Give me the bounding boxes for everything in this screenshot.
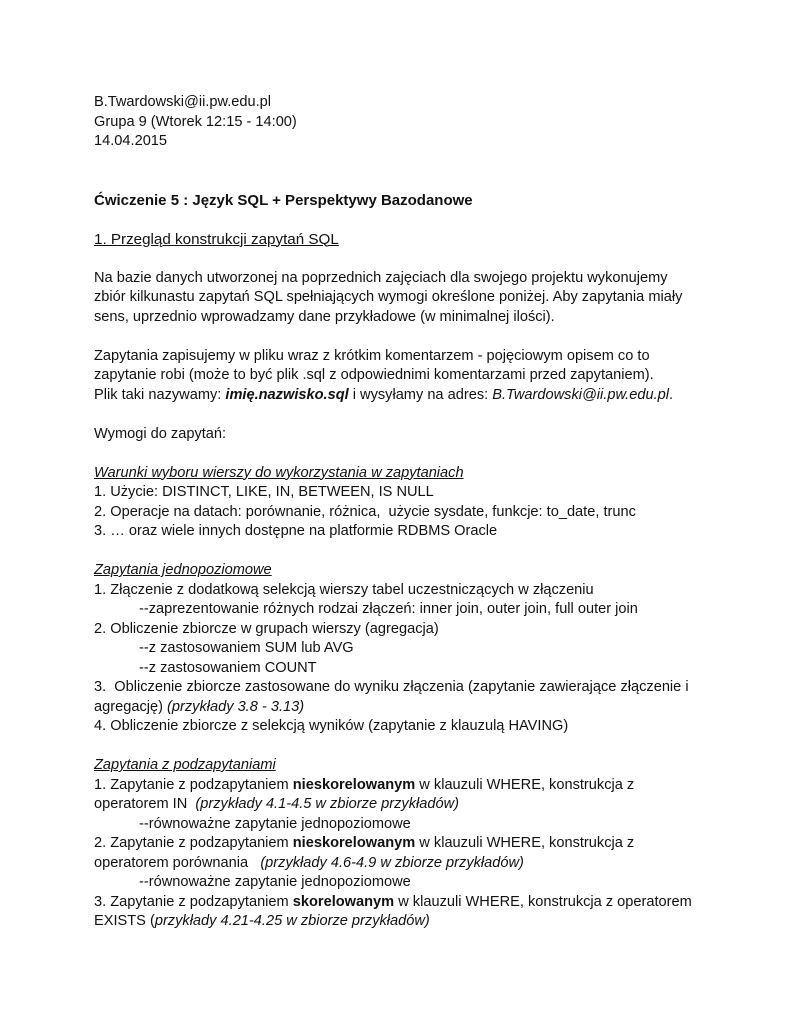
intro-line-3: sens, uprzednio wprowadzamy dane przykładowe (w minimalnej ilości). — [94, 308, 555, 325]
example-ref: (przykłady 3.8 - 3.13) — [167, 698, 305, 715]
keyword: skorelowanym — [292, 893, 395, 910]
keyword: nieskorelowanym — [292, 835, 416, 851]
single-level-heading: Zapytania jednopoziomowe — [94, 562, 272, 578]
conditions-heading: Warunki wyboru wierszy do wykorzystania w zapytaniach — [94, 464, 464, 481]
item-text: w klauzuli WHERE, konstrukcja z operatorem — [394, 893, 692, 910]
single-item-2-sub: --z zastosowaniem COUNT — [139, 659, 317, 676]
save-text: Plik taki nazywamy: — [94, 386, 226, 403]
subquery-item-1 — [94, 776, 734, 796]
group-info: Grupa 9 (Wtorek 12:15 - 14:00) — [94, 113, 297, 130]
example-ref: (przykłady 4.6-4.9 w zbiorze przykładów) — [260, 854, 524, 871]
condition-item: 1. Użycie: DISTINCT, LIKE, IN, BETWEEN, IS NULL — [94, 484, 434, 500]
submission-email: B.Twardowski@ii.pw.edu.pl — [492, 386, 669, 403]
save-text: . — [669, 386, 674, 403]
item-text: w klauzuli WHERE, konstrukcja z — [415, 835, 635, 851]
save-line-2: zapytanie robi (może to być plik .sql z odpowiednimi komentarzami przed zapytaniem). — [94, 367, 654, 383]
example-ref: przykłady 4.21-4.25 w zbiorze przykładów) — [154, 913, 430, 929]
save-text: i wysyłamy na adres: — [348, 386, 493, 403]
item-text: operatorem IN — [94, 796, 196, 812]
subquery-item-3 — [94, 893, 734, 913]
item-text: EXISTS ( — [94, 913, 155, 929]
item-text: w klauzuli WHERE, konstrukcja z — [415, 776, 635, 793]
subquery-item-2-sub: --równoważne zapytanie jednopoziomowe — [139, 874, 411, 890]
subquery-item-2 — [94, 834, 734, 854]
condition-item: 2. Operacje na datach: porównanie, różnica, użycie sysdate, funkcje: to_date, trunc — [94, 503, 636, 520]
save-line-1: Zapytania zapisujemy w pliku wraz z krótkim komentarzem - pojęciowym opisem co to — [94, 347, 650, 364]
item-text: agregację) — [94, 698, 168, 715]
subquery-item-1-sub: --równoważne zapytanie jednopoziomowe — [139, 815, 411, 832]
subquery-item-1-cont — [94, 795, 734, 815]
single-item-2: 2. Obliczenie zbiorcze w grupach wierszy (agregacja) — [94, 620, 439, 637]
author-email: B.Twardowski@ii.pw.edu.pl — [94, 94, 272, 110]
example-ref: (przykłady 4.1-4.5 w zbiorze przykładów) — [195, 796, 459, 812]
file-name: imię.nazwisko.sql — [225, 386, 349, 403]
single-item-4: 4. Obliczenie zbiorcze z selekcją wyników (zapytanie z klauzulą HAVING) — [94, 718, 569, 734]
subquery-heading: Zapytania z podzapytaniami — [94, 757, 276, 773]
requirements-label: Wymogi do zapytań: — [94, 425, 227, 442]
exercise-title: Ćwiczenie 5 : Język SQL + Perspektywy Bazodanowe — [94, 191, 473, 209]
subquery-item-2-cont — [94, 854, 734, 874]
single-item-1: 1. Złączenie z dodatkową selekcją wierszy tabel uczestniczących w złączeniu — [94, 581, 594, 598]
single-item-3: 3. Obliczenie zbiorcze zastosowane do wyniku złączenia (zapytanie zawierające złączenie i — [94, 679, 689, 695]
item-text: 1. Zapytanie z podzapytaniem — [94, 776, 293, 793]
item-text: 3. Zapytanie z podzapytaniem — [94, 893, 293, 910]
document-body — [94, 93, 734, 932]
single-item-3-cont — [94, 698, 734, 718]
item-text: operatorem porównania — [94, 854, 261, 871]
save-line-3 — [94, 386, 734, 406]
subquery-item-3-cont — [94, 912, 734, 932]
section-heading: 1. Przegląd konstrukcji zapytań SQL — [94, 230, 339, 248]
item-text: 2. Zapytanie z podzapytaniem — [94, 835, 293, 851]
intro-line-1: Na bazie danych utworzonej na poprzednich zajęciach dla swojego projektu wykonujemy — [94, 269, 668, 286]
document-date: 14.04.2015 — [94, 133, 168, 149]
intro-line-2: zbiór kilkunastu zapytań SQL spełniających wymogi określone poniżej. Aby zapytania miały — [94, 289, 683, 305]
keyword: nieskorelowanym — [292, 776, 416, 793]
single-item-2-sub: --z zastosowaniem SUM lub AVG — [139, 640, 354, 656]
condition-item: 3. … oraz wiele innych dostępne na platformie RDBMS Oracle — [94, 523, 498, 539]
single-item-1-sub: --zaprezentowanie różnych rodzai złączeń: inner join, outer join, full outer join — [139, 601, 638, 617]
